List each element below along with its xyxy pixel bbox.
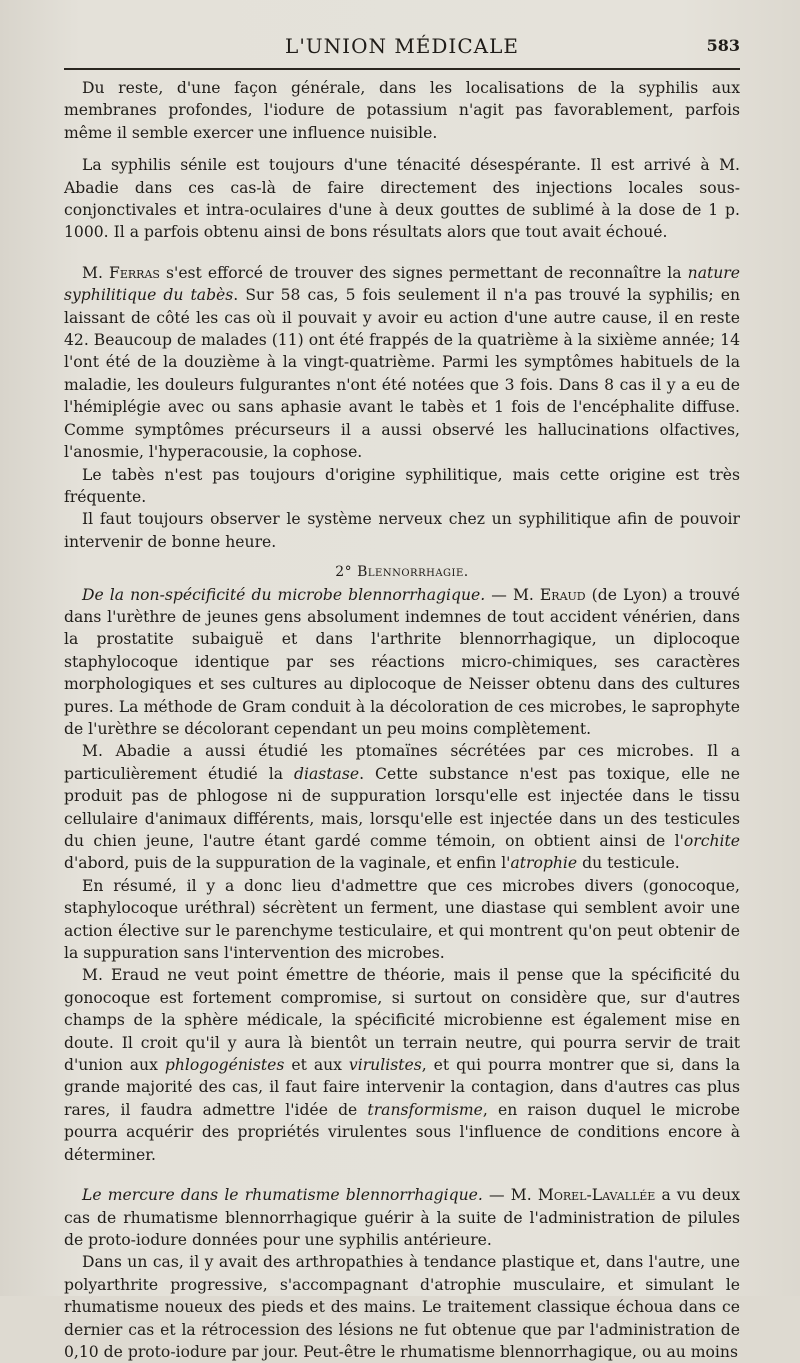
ptomaines-text-b: . Cette substance n'est pas toxique, elle ne produit pas de phlogose ni de suppuration lorsqu'elle est injectée dans le tissu cellulaire d'animaux différents, mais, lorsqu'elle est injectée dans un des testicules du chien jeune, l'autre étant gardé comme témoin, on obtient ainsi de l'	[64, 764, 740, 850]
mercure-title: Le mercure dans le rhumatisme blennorrhagique.	[82, 1186, 483, 1205]
mercure-text: a vu deux cas de rhumatisme blennorrhagique guérir à la suite de l'administration de pilules de proto-iodure données pour une syphilis antérieure.	[64, 1186, 740, 1249]
italic-diastase: diastase	[294, 764, 360, 783]
theorie-text-d: , en raison duquel le microbe pourra acquérir des propriétés virulentes sous l'influence de conditions encore à déterminer.	[64, 1100, 740, 1164]
page-header	[64, 34, 740, 66]
header-rule	[64, 68, 740, 70]
author-morel-lavallee: Morel-Lavallée	[537, 1186, 656, 1205]
paragraph-mercure	[64, 1184, 740, 1251]
mercure-dash: — M.	[482, 1186, 538, 1205]
running-title: L'UNION MÉDICALE	[285, 34, 519, 58]
paragraph-iodure: Du reste, d'une façon générale, dans les localisations de la syphilis aux membranes profondes, l'iodure de potassium n'agit pas favorablement, parfois même il semble exercer une influence nuisible.	[64, 79, 740, 142]
paragraph-eraud	[64, 584, 740, 741]
eraud-text: (de Lyon) a trouvé dans l'urèthre de jeunes gens absolument indemnes de tout accident vénérien, dans la prostatite subaiguë et dans l'arthrite blennorrhagique, un diplocoque staphylocoque identique par ses réactions micro-chimiques, ses caractères morphologiques et ses cultures au diplocoque de Neisser obtenu dans des cultures pures. La méthode de Gram conduit à la décoloration de ces microbes, le saprophyte de l'urèthre se décolorant cependant un peu moins complètement.	[64, 585, 741, 738]
theorie-text-a: M. Eraud ne veut point émettre de théorie, mais il pense que la spécificité du gonocoque est fortement compromise, si surtout on considère que, sur d'autres champs de la sphère médicale, la spécificité microbienne est également mise en doute. Il croit qu'il y aura là bientôt un terrain neutre, qui pourra servir de trait d'union aux	[64, 966, 740, 1075]
paragraph-ferras	[64, 262, 740, 464]
italic-orchite: orchite	[683, 832, 740, 850]
section-heading	[64, 561, 740, 583]
italic-transformisme: transformisme	[367, 1100, 483, 1119]
page-number: 583	[706, 36, 740, 55]
paragraph-resume: En résumé, il y a donc lieu d'admettre que ces microbes divers (gonocoque, staphylocoque uréthral) sécrètent un ferment, une diastase qui semblent avoir une action élective sur le parenchyme testiculaire, et qui montrent qu'on peut obtenir de la suppuration sans l'intervention des microbes.	[64, 876, 740, 963]
ptomaines-text-a: M. Abadie a aussi étudié les ptomaïnes sécrétées par ces microbes. Il a particulièrement étudié la	[64, 742, 740, 783]
ptomaines-text-c: d'abord, puis de la suppuration de la vaginale, et enfin l'	[64, 854, 511, 873]
paragraph-arthropathies: Dans un cas, il y avait des arthropathies à tendance plastique et, dans l'autre, une polyarthrite progressive, s'accompagnant d'atrophie musculaire, et simulant le rhumatisme noueux des pieds et des mains. Le traitement classique échoua dans ce dernier cas et la rétrocession des lésions ne fut obtenue que par l'administration de 0,10 de proto-iodure par jour. Peut-être le rhumatisme blennorrhagique, ou au moins	[64, 1253, 740, 1361]
author-eraud: Eraud	[539, 585, 586, 604]
author-ferras: Ferras	[109, 263, 160, 282]
italic-atrophie: atrophie	[510, 854, 578, 873]
section-number: 2°	[335, 564, 358, 581]
paragraph-syphilis-senile: La syphilis sénile est toujours d'une ténacité désespérante. Il est arrivé à M. Abadie dans ces cas-là de faire directement des injections locales sous-conjonctivales et intra-oculaires d'une à deux gouttes de sublimé à la dose de 1 p. 1000. Il a parfois obtenu ainsi de bons résultats alors que tout avait échoué.	[64, 156, 740, 242]
paragraph-tabes-origine: Le tabès n'est pas toujours d'origine syphilitique, mais cette origine est très fréquente.	[64, 465, 740, 506]
paragraph-theorie	[64, 964, 740, 1166]
ferras-prefix: M.	[82, 263, 110, 282]
eraud-dash: — M.	[485, 585, 540, 604]
paragraph-systeme-nerveux: Il faut toujours observer le système nerveux chez un syphilitique afin de pouvoir intervenir de bonne heure.	[64, 510, 740, 551]
ferras-italic: nature syphilitique du tabès	[64, 263, 740, 305]
theorie-text-c: , et qui pourra montrer que si, dans la grande majorité des cas, il faut faire intervenir la contagion, dans d'autres cas plus rares, il faudra admettre l'idée de	[64, 1056, 740, 1119]
section-title: Blennorrhagie.	[357, 564, 469, 581]
ferras-text-b: . Sur 58 cas, 5 fois seulement il n'a pas trouvé la syphilis; en laissant de côté les cas où il pouvait y avoir eu action d'une autre cause, il en reste 42. Beaucoup de malades (11) ont été frappés de la quatrième à la sixième année; 14 l'ont été de la douzième à la vingt-quatrième. Parmi les symptômes habituels de la maladie, les douleurs fulgurantes n'ont été notées que 3 fois. Dans 8 cas il y a eu de l'hémiplégie avec ou sans aphasie avant le tabès et 1 fois de l'encéphalite diffuse. Comme symptômes précurseurs il a aussi observé les hallucinations olfactives, l'anosmie, l'hyperacousie, la cophose.	[64, 286, 740, 462]
ferras-text-a: s'est efforcé de trouver des signes permettant de reconnaître la	[159, 263, 688, 282]
paragraph-ptomaines	[64, 740, 740, 874]
ptomaines-text-d: du testicule.	[577, 854, 680, 873]
italic-virulistes: virulistes	[348, 1056, 422, 1075]
eraud-title: De la non-spécificité du microbe blennorrhagique.	[82, 585, 486, 604]
italic-phlogogenistes: phlogogénistes	[164, 1056, 285, 1075]
article-body	[64, 77, 740, 1363]
theorie-text-b: et aux	[284, 1056, 349, 1075]
